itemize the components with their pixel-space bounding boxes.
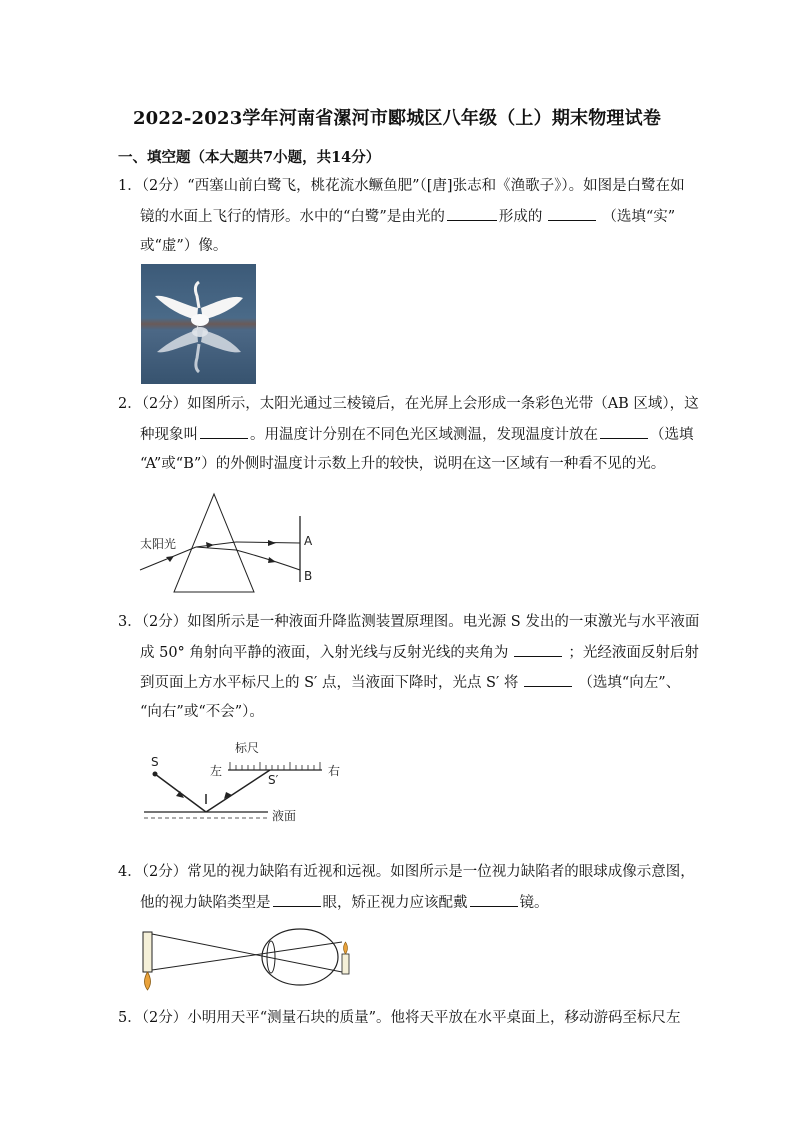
section-heading: 一、填空题（本大题共7小题，共14分） [118,149,381,166]
q2-line-2 [140,424,694,445]
candle-right [342,954,349,974]
q3-line-3 [140,672,680,693]
q1-blank-1[interactable] [447,206,497,221]
q2-line-3: “A”或“B”）的外侧时温度计示数上升的较快，说明在这一区域有一种看不见的光。 [140,456,666,472]
prism-diagram [136,490,336,600]
q3-text-a: 成 50° 角射向平静的液面，入射光线与反射光线的夹角为 [140,645,509,661]
q1-text-c: （选填“实” [602,209,676,225]
source-label: S [151,755,159,769]
left-label: 左 [210,764,223,778]
q4-line-1: 4．（2分）常见的视力缺陷有近视和远视。如图所示是一位视力缺陷者的眼球成像示意图， [118,864,695,880]
liquid-level-diagram [140,738,350,822]
egret-photo [141,264,256,384]
eyeball [262,929,338,985]
q3-line-4: “向右”或“不会”）。 [140,704,264,720]
flame-left [145,972,151,990]
q4-text-a: 他的视力缺陷类型是 [140,895,271,911]
q1-line-3: 或“虚”）像。 [140,238,228,254]
flame-right [344,942,348,954]
q3-text-c: 到页面上方水平标尺上的 S′ 点，当液面下降时，光点 S′ 将 [140,675,519,691]
eye-diagram [138,924,358,994]
q2-blank-1[interactable] [200,424,248,439]
label-b: B [304,569,313,583]
q5-line-1: 5．（2分）小明用天平“测量石块的质量”。他将天平放在水平桌面上，移动游码至标尺左 [118,1010,681,1026]
candle-left [143,932,152,972]
label-a: A [304,534,313,548]
q2-blank-2[interactable] [600,424,648,439]
q4-text-c: 镜。 [519,895,549,911]
q3-text-b: ；光经液面反射后射 [568,645,699,661]
q2-text-c: （选填 [650,427,694,443]
q4-blank-1[interactable] [273,892,321,907]
q4-line-2 [140,892,549,913]
ruler-label: 标尺 [235,741,260,755]
liquid-label: 液面 [272,809,297,822]
q3-text-d: （选填“向左”、 [578,675,681,691]
q1-text-a: 镜的水面上飞行的情形。水中的“白鹭”是由光的 [140,209,445,225]
q3-blank-1[interactable] [514,642,562,657]
q1-text-b: 形成的 [498,209,543,225]
exam-title: 2022-2023学年河南省漯河市郾城区八年级（上）期末物理试卷 [132,108,662,129]
q4-text-b: 眼，矫正视力应该配戴 [322,895,468,911]
s-prime-label: S′ [268,773,279,787]
q3-blank-2[interactable] [524,672,572,687]
q4-blank-2[interactable] [470,892,518,907]
q3-line-2 [140,642,699,663]
prism-shape [174,494,254,592]
q2-text-b: 。用温度计分别在不同色光区域测温，发现温度计放在 [250,427,598,443]
q1-line-2 [140,206,675,227]
q1-blank-2[interactable] [548,206,596,221]
right-label: 右 [328,764,341,778]
q2-text-a: 种现象叫 [140,427,198,443]
q2-line-1: 2．（2分）如图所示，太阳光通过三棱镜后，在光屏上会形成一条彩色光带（AB 区域），这 [118,396,699,412]
q3-line-1: 3．（2分）如图所示是一种液面升降监测装置原理图。电光源 S 发出的一束激光与水平液面 [118,614,700,630]
q1-line-1: 1．（2分）“西塞山前白鹭飞，桃花流水鳜鱼肥”（[唐]张志和《渔歌子》）。如图是白鹭在如 [118,178,685,194]
sunlight-label: 太阳光 [140,537,177,551]
